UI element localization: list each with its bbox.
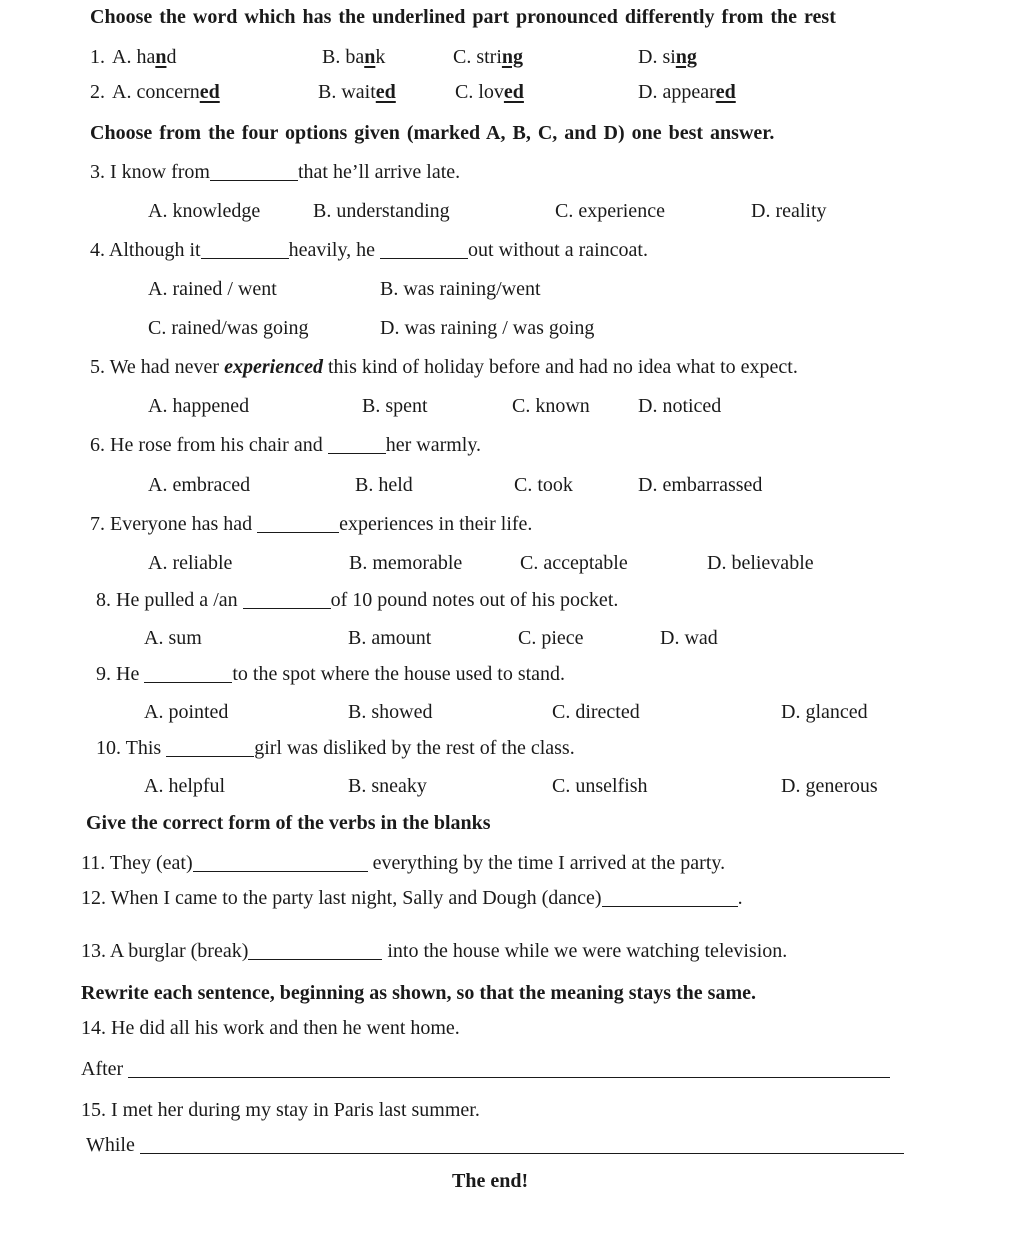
q7-option-c: C. acceptable	[520, 552, 628, 574]
q3-option-c: C. experience	[555, 200, 665, 222]
q3-option-b: B. understanding	[313, 200, 450, 222]
q1-option-a: A. hand	[112, 46, 177, 68]
q10-option-a: A. helpful	[144, 775, 226, 797]
question-12: 12. When I came to the party last night, Sally and Dough (dance) .	[81, 887, 743, 909]
question-15: 15. I met her during my stay in Paris last summer.	[81, 1099, 480, 1121]
q4-option-b: B. was raining/went	[380, 278, 541, 300]
q14-rewrite-line: After	[81, 1059, 890, 1079]
q3-option-a: A. knowledge	[148, 200, 261, 222]
q8-option-b: B. amount	[348, 627, 432, 649]
q2-option-d: D. appeared	[638, 81, 736, 103]
q8-option-c: C. piece	[518, 627, 584, 649]
answer-blank[interactable]	[602, 888, 738, 907]
q9-option-d: D. glanced	[781, 701, 868, 723]
section-heading-rewrite: Rewrite each sentence, beginning as shown, so that the meaning stays the same.	[81, 982, 756, 1004]
the-end-text: The end!	[452, 1170, 529, 1192]
q8-option-d: D. wad	[660, 627, 718, 649]
section-heading-verb-forms: Give the correct form of the verbs in the blanks	[86, 812, 491, 834]
q2-option-c: C. loved	[455, 81, 524, 103]
q15-rewrite-line: While	[86, 1135, 904, 1155]
q4-option-a: A. rained / went	[148, 278, 277, 300]
answer-blank[interactable]	[257, 514, 339, 533]
q6-option-b: B. held	[355, 474, 413, 496]
question-5: 5. We had never experienced this kind of holiday before and had no idea what to expect.	[90, 356, 798, 378]
question-7: 7. Everyone has had experiences in their life.	[90, 513, 533, 535]
question-13: 13. A burglar (break) into the house while we were watching television.	[81, 940, 788, 962]
question-4: 4. Although it heavily, he out without a raincoat.	[90, 239, 648, 261]
q1-option-d: D. sing	[638, 46, 697, 68]
q7-option-d: D. believable	[707, 552, 814, 574]
answer-blank[interactable]	[210, 162, 298, 181]
q1-option-b: B. bank	[322, 46, 386, 68]
question-3: 3. I know from that he’ll arrive late.	[90, 161, 461, 183]
answer-blank[interactable]	[328, 435, 386, 454]
q9-option-c: C. directed	[552, 701, 640, 723]
section-heading-pronunciation: Choose the word which has the underlined part pronounced differently from the rest	[90, 6, 836, 28]
q9-option-a: A. pointed	[144, 701, 229, 723]
q5-option-c: C. known	[512, 395, 590, 417]
q10-option-d: D. generous	[781, 775, 878, 797]
section-heading-multiple-choice: Choose from the four options given (marked A, B, C, and D) one best answer.	[90, 122, 775, 144]
q4-option-d: D. was raining / was going	[380, 317, 595, 339]
question-10: 10. This girl was disliked by the rest of the class.	[96, 737, 575, 759]
question-14: 14. He did all his work and then he went home.	[81, 1017, 460, 1039]
answer-blank[interactable]	[201, 240, 289, 259]
q10-option-c: C. unselfish	[552, 775, 648, 797]
question-6: 6. He rose from his chair and her warmly.	[90, 434, 482, 456]
q7-option-b: B. memorable	[349, 552, 463, 574]
q2-option-a: A. concerned	[112, 81, 220, 103]
rewrite-blank[interactable]	[140, 1135, 904, 1154]
q10-option-b: B. sneaky	[348, 775, 427, 797]
q6-option-c: C. took	[514, 474, 573, 496]
q6-option-a: A. embraced	[148, 474, 251, 496]
q5-option-d: D. noticed	[638, 395, 722, 417]
answer-blank[interactable]	[193, 853, 368, 872]
q8-option-a: A. sum	[144, 627, 202, 649]
answer-blank[interactable]	[144, 664, 232, 683]
q4-option-c: C. rained/was going	[148, 317, 309, 339]
question-2-number: 2.	[90, 81, 105, 103]
question-8: 8. He pulled a /an of 10 pound notes out of his pocket.	[96, 589, 619, 611]
q5-option-b: B. spent	[362, 395, 428, 417]
q9-option-b: B. showed	[348, 701, 433, 723]
q3-option-d: D. reality	[751, 200, 827, 222]
answer-blank[interactable]	[243, 590, 331, 609]
q6-option-d: D. embarrassed	[638, 474, 763, 496]
q5-option-a: A. happened	[148, 395, 250, 417]
answer-blank[interactable]	[166, 738, 254, 757]
question-11: 11. They (eat) everything by the time I arrived at the party.	[81, 852, 726, 874]
q1-option-c: C. string	[453, 46, 524, 68]
answer-blank[interactable]	[380, 240, 468, 259]
rewrite-blank[interactable]	[128, 1059, 890, 1078]
answer-blank[interactable]	[248, 941, 382, 960]
question-1-number: 1.	[90, 46, 105, 68]
question-9: 9. He to the spot where the house used to stand.	[96, 663, 566, 685]
q7-option-a: A. reliable	[148, 552, 233, 574]
q2-option-b: B. waited	[318, 81, 396, 103]
